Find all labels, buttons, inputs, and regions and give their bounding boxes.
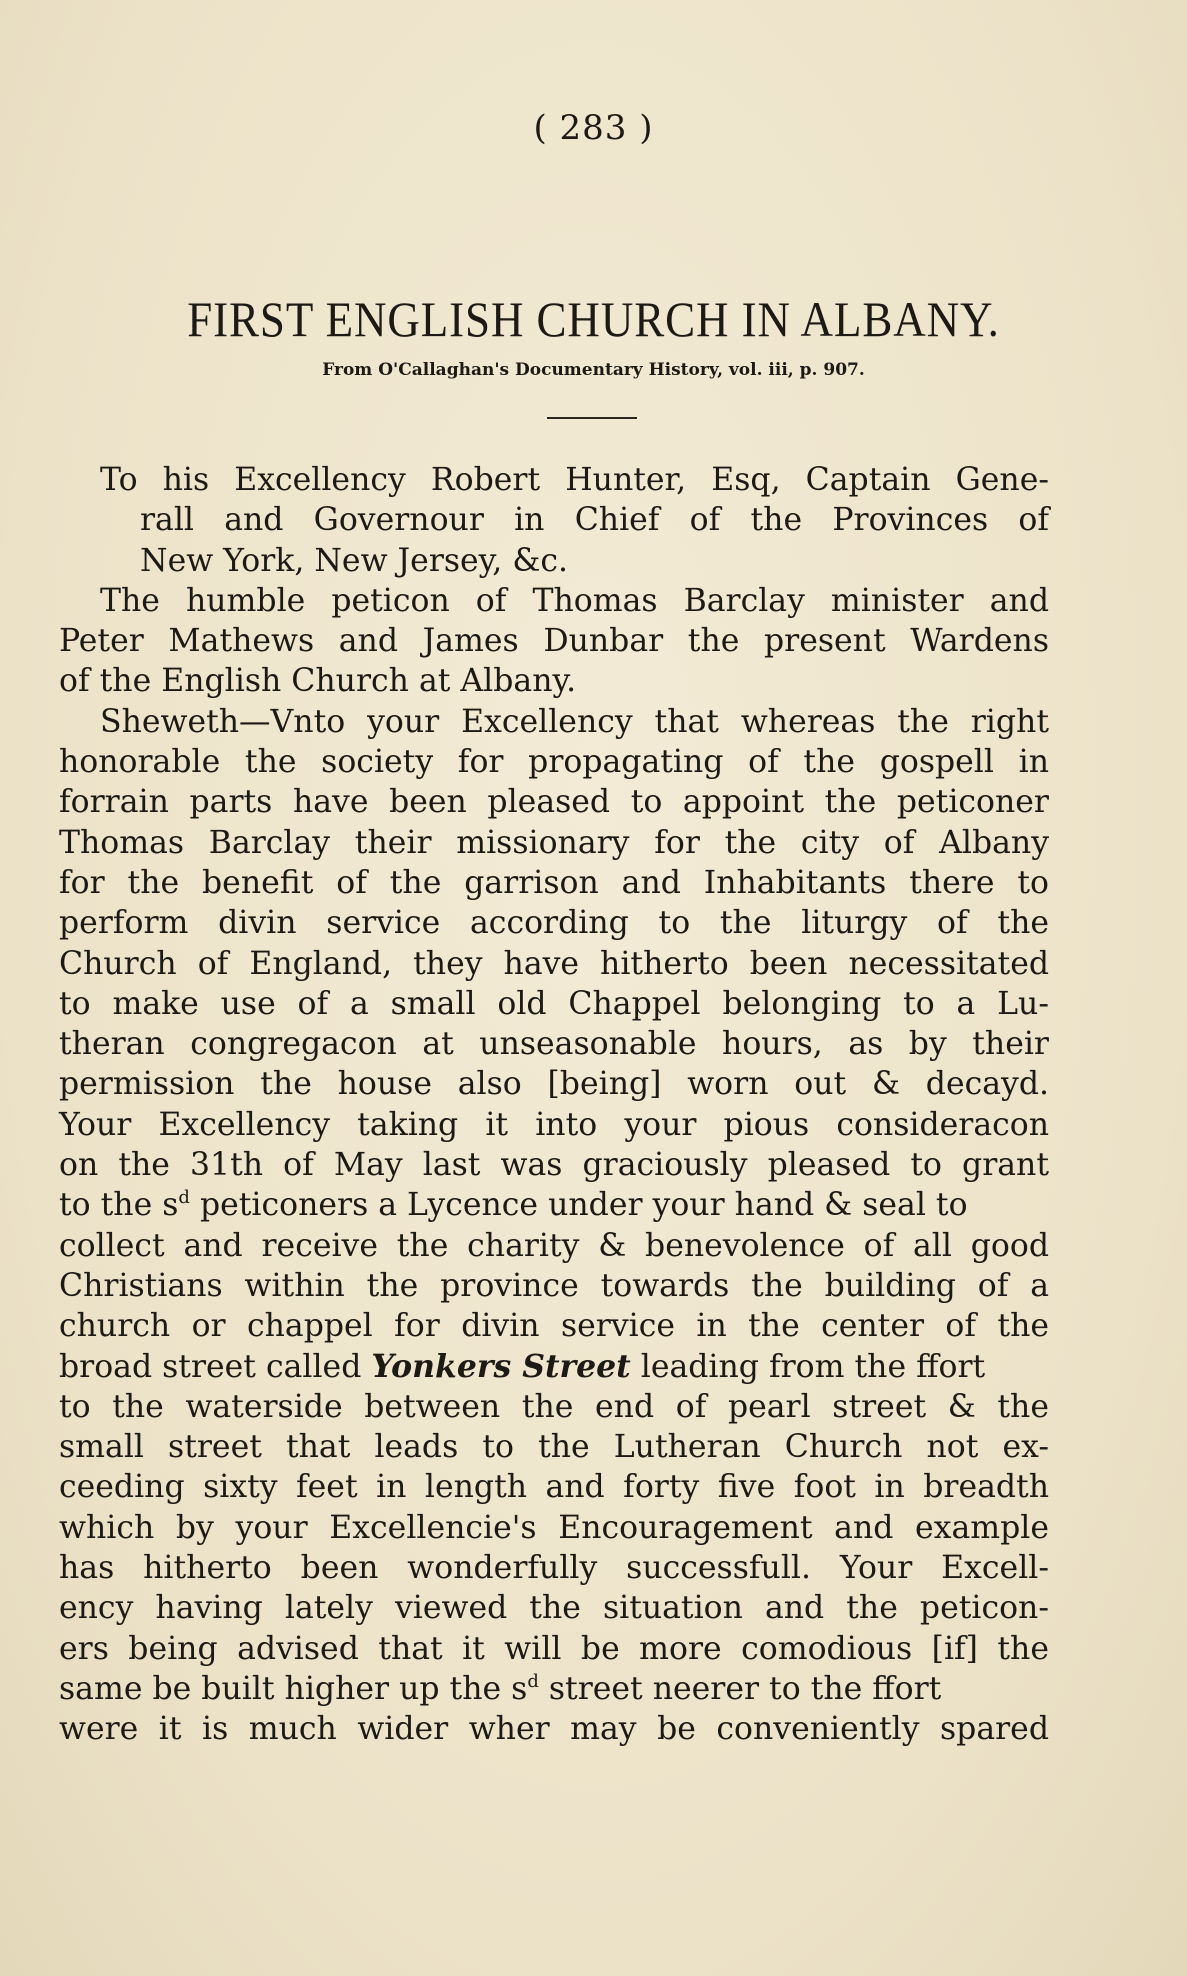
body-text xyxy=(59,460,1049,1750)
text-line: honorable the society for propagating of the gospell in xyxy=(59,744,1049,781)
text-line: theran congregacon at unseasonable hours, as by their xyxy=(59,1026,1049,1063)
chapter-title: FIRST ENGLISH CHURCH IN ALBANY. xyxy=(187,291,1000,347)
text-line: permission the house also [being] worn out & decayd. xyxy=(59,1066,1049,1103)
text-line: on the 31th of May last was graciously pleased to grant xyxy=(59,1147,1049,1184)
text-line: ency having lately viewed the situation and the peticon- xyxy=(59,1590,1049,1627)
text-line: church or chappel for divin service in the center of the xyxy=(59,1308,1049,1345)
text-line: collect and receive the charity & benevolence of all good xyxy=(59,1227,1049,1264)
text-line: perform divin service according to the liturgy of the xyxy=(59,905,1049,942)
text-line: The humble peticon of Thomas Barclay minister and xyxy=(100,582,1049,619)
text-line: broad street called Yonkers Street leading from the ffort xyxy=(59,1347,986,1385)
text-line: Thomas Barclay their missionary for the city of Albany xyxy=(59,824,1049,861)
text-line: to the waterside between the end of pearl street & the xyxy=(59,1388,1049,1425)
text-line: Church of England, they have hitherto been necessitated xyxy=(59,945,1049,982)
text-line: Christians within the province towards the building of a xyxy=(59,1267,1049,1304)
text-line: were it is much wider wher may be conveniently spared xyxy=(59,1711,1049,1748)
text-line: Sheweth—Vnto your Excellency that whereas the right xyxy=(100,703,1049,740)
text-line: ceeding sixty feet in length and forty five foot in breadth xyxy=(59,1469,1049,1506)
text-line: New York, New Jersey, &c. xyxy=(140,542,569,579)
text-line: small street that leads to the Lutheran Church not ex- xyxy=(59,1429,1049,1466)
street-name: Yonkers Street xyxy=(371,1347,631,1385)
text-line: forrain parts have been pleased to appoint the peticoner xyxy=(59,784,1049,821)
text-line: To his Excellency Robert Hunter, Esq, Captain Gene- xyxy=(100,462,1049,498)
text-line: of the English Church at Albany. xyxy=(59,663,577,700)
page-number: ( 283 ) xyxy=(533,108,654,148)
source-citation: From O'Callaghan's Documentary History, vol. iii, p. 907. xyxy=(322,360,865,380)
text-line: same be built higher up the $s^d$ street neerer to the ffort xyxy=(59,1670,942,1707)
text-line: Your Excellency taking it into your pious consideracon xyxy=(59,1106,1049,1143)
text-line: which by your Excellencie's Encouragement and example xyxy=(59,1509,1049,1546)
text-line: ers being advised that it will be more comodious [if] the xyxy=(59,1630,1049,1667)
text-line: has hitherto been wonderfully successfull. Your Excell- xyxy=(59,1550,1049,1587)
text-line: rall and Governour in Chief of the Provinces of xyxy=(140,502,1049,539)
text-line: for the benefit of the garrison and Inhabitants there to xyxy=(59,864,1049,901)
section-divider xyxy=(547,417,637,419)
text-line: to the $s^d$ peticoners a Lycence under your hand & seal to xyxy=(59,1187,968,1224)
text-line: Peter Mathews and James Dunbar the present Wardens xyxy=(59,623,1049,660)
text-line: to make use of a small old Chappel belonging to a Lu- xyxy=(59,985,1049,1022)
